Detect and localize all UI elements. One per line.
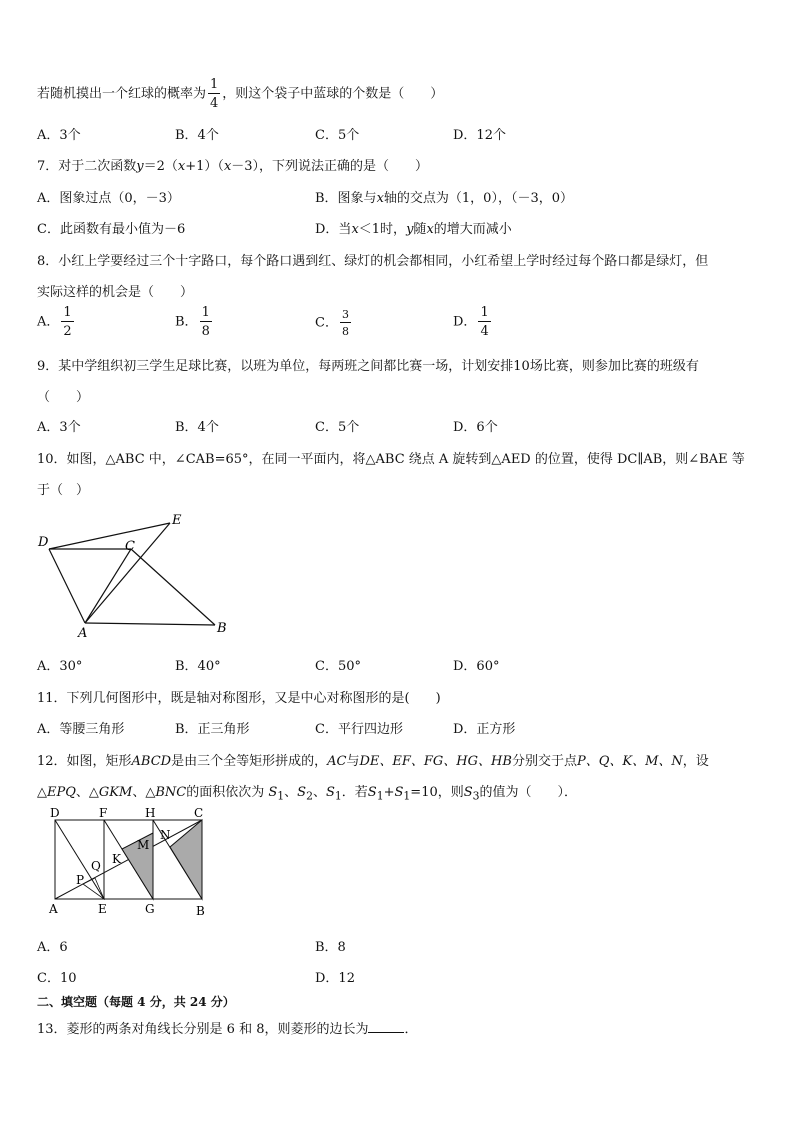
q10-seg-DA (49, 549, 85, 623)
q10-label-D: D (38, 535, 49, 550)
q7-option-c[interactable]: C．此函数有最小值为－6 (37, 222, 186, 237)
q6-stem: 若随机摸出一个红球的概率为 $\frac{1}{4}$ ，则这个袋子中蓝球的个数是（ ） (37, 77, 444, 111)
q6-option-c[interactable]: C．5个 (315, 128, 360, 143)
q12-option-c[interactable]: C．10 (37, 971, 77, 986)
q7-option-d[interactable]: D．当x＜1时，y随x的增大而减小 (315, 222, 512, 237)
q11-option-b[interactable]: B．正三角形 (175, 722, 250, 737)
q12-label-B: B (196, 904, 205, 918)
q10-option-a[interactable]: A．30° (37, 659, 83, 674)
q11-option-a[interactable]: A．等腰三角形 (37, 722, 125, 737)
q10-seg-AB (85, 623, 215, 625)
q10-stem-line2: 于（ ） (37, 483, 90, 498)
q6-option-a[interactable]: A．3个 (37, 128, 81, 143)
q12-option-d[interactable]: D．12 (315, 971, 355, 986)
q7-option-a[interactable]: A．图象过点（0，－3） (37, 191, 180, 206)
q8-stem-line1: 8．小红上学要经过三个十字路口，每个路口遇到红、绿灯的机会都相同，小红希望上学时经过每个路口都是绿灯，但 (37, 254, 709, 269)
q9-option-a[interactable]: A．3个 (37, 420, 81, 435)
q12-label-N: N (160, 828, 171, 842)
q10-option-c[interactable]: C．50° (315, 659, 361, 674)
q12-shaded-BNC (170, 820, 202, 899)
q7-stem: 7．对于二次函数y＝2（x+1）（x－3），下列说法正确的是（ ） (37, 159, 429, 174)
q12-label-F: F (99, 806, 108, 820)
q13-stem: 13．菱形的两条对角线长分别是 6 和 8，则菱形的边长为 ． (37, 1022, 418, 1037)
q9-option-c[interactable]: C．5个 (315, 420, 360, 435)
q9-stem-line1: 9．某中学组织初三学生足球比赛，以班为单位，每两班之间都比赛一场，计划安排10场比赛，则参加比赛的班级有 (37, 359, 699, 374)
q12-label-C: C (194, 806, 204, 820)
q8-option-a[interactable]: A． $\frac{1}{2}$ (37, 305, 72, 339)
q11-stem: 11．下列几何图形中，既是轴对称图形，又是中心对称图形的是( ) (37, 691, 441, 706)
q12-figure (45, 806, 215, 918)
q10-option-d[interactable]: D．60° (453, 659, 500, 674)
q8-option-d[interactable]: D． $\frac{1}{4}$ (453, 305, 489, 339)
q10-figure (30, 505, 250, 645)
q10-label-B: B (217, 621, 227, 636)
q9-stem-line2: （ ） (37, 390, 90, 405)
q6-option-b[interactable]: B．4个 (175, 128, 219, 143)
q8-option-b[interactable]: B． $\frac{1}{8}$ (175, 305, 210, 339)
section-2-title: 二、填空题（每题 4 分，共 24 分） (37, 995, 235, 1009)
q12-option-a[interactable]: A．6 (37, 940, 68, 955)
q12-stem-line2: △EPQ、△GKM、△BNC的面积依次为 $S_1$、$S_2$、$S_1$．若$S_1+S_1=10$，则$S_3$的值为（ ）． (37, 785, 578, 803)
q12-label-P: P (76, 873, 85, 887)
q10-seg-CB (131, 549, 215, 625)
q12-label-G: G (145, 902, 155, 916)
q13-answer-blank[interactable] (368, 1020, 404, 1033)
q9-option-d[interactable]: D．6个 (453, 420, 498, 435)
q11-option-c[interactable]: C．平行四边形 (315, 722, 403, 737)
q9-option-b[interactable]: B．4个 (175, 420, 219, 435)
q12-label-D: D (50, 806, 60, 820)
q12-label-K: K (112, 852, 121, 866)
q12-label-M: M (137, 838, 150, 852)
q6-fraction: $\frac{1}{4}$ (210, 77, 219, 111)
q6-option-d[interactable]: D．12个 (453, 128, 506, 143)
q12-label-Q: Q (91, 859, 101, 873)
q10-label-E: E (172, 513, 182, 528)
q12-stem-line1: 12．如图，矩形ABCD是由三个全等矩形拼成的，AC与DE、EF、FG、HG、HB分别交于点P、Q、K、M、N，设 (37, 754, 709, 769)
q10-label-A: A (78, 626, 88, 641)
q8-option-c[interactable]: C． $\frac{3}{8}$ (315, 308, 349, 338)
q11-option-d[interactable]: D．正方形 (453, 722, 516, 737)
q8-stem-line2: 实际这样的机会是（ ） (37, 285, 194, 300)
q12-label-A: A (49, 902, 58, 916)
q12-label-E: E (98, 902, 107, 916)
q12-option-b[interactable]: B．8 (315, 940, 346, 955)
q7-option-b[interactable]: B．图象与x轴的交点为（1，0），（－3，0） (315, 191, 573, 206)
q12-label-H: H (145, 806, 156, 820)
q10-label-C: C (125, 539, 135, 554)
q10-stem-line1: 10．如图，△ABC 中，∠CAB=65°，在同一平面内，将△ABC 绕点 A 旋转到△AED 的位置，使得 DC∥AB，则∠BAE 等 (37, 452, 745, 467)
q10-option-b[interactable]: B．40° (175, 659, 221, 674)
q10-seg-AC (85, 549, 131, 623)
